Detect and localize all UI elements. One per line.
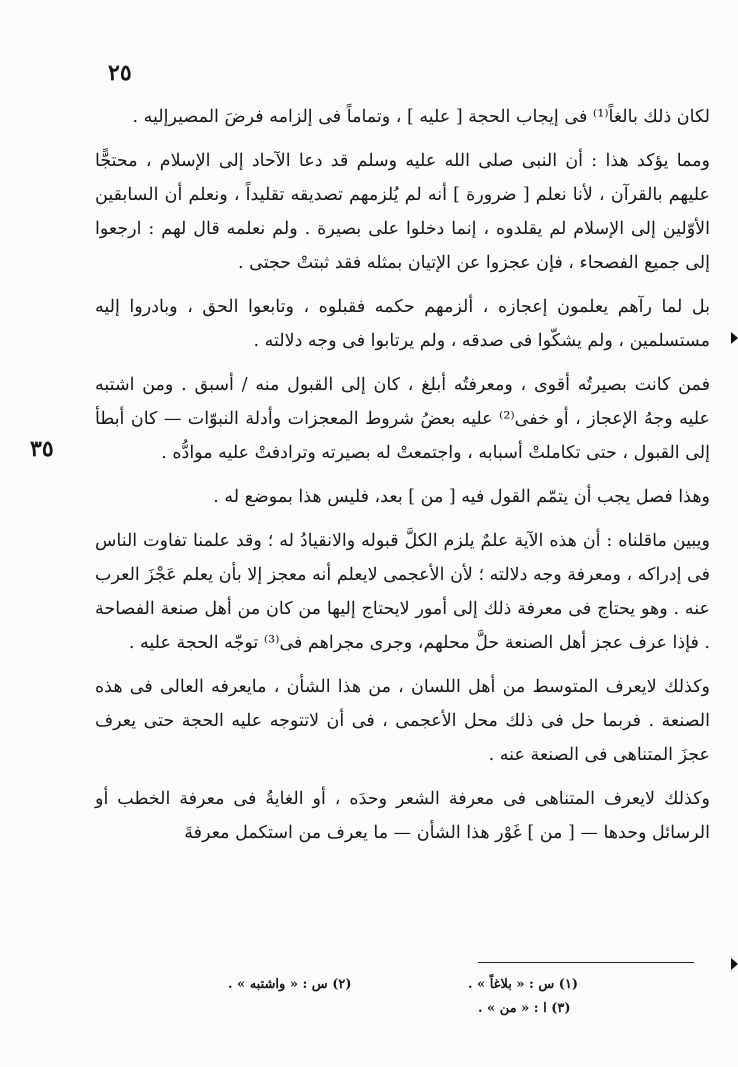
- paragraph: ويبين ماقلناه : أن هذه الآية علمٌ يلزم الكلَّ قبوله والانقيادُ له ؛ وقد علمنا تفاوت الناس فى إدراكه ، ومعرفة وجه دلالته ؛ لأن الأعجمى لايعلم أنه معجز إلا بأن يعلم عَجْزَ العرب عنه . وهو يحتاج فى معرفة ذلك إلى أمور لايحتاج إليها من كان من أهل صنعة الفصاحة . فإذا عرف عجز أهل الصنعة حلَّ محلهم، وجرى مجراهم فى⁽³⁾ توجّه الحجة عليه .: [95, 531, 710, 653]
- paragraph: وكذلك لايعرف المتناهى فى معرفة الشعر وحدَه ، أو الغايةُ فى معرفة الخطب أو الرسائل وحدها — [ من ] غَوْر هذا الشأن — ما يعرف من استكمل معرفةَ: [95, 789, 710, 843]
- paragraph: لكان ذلك بالغاً⁽¹⁾ فى إيجاب الحجة [ عليه ] ، وتماماً فى إلزامه فرضَ المصيرإليه .: [132, 107, 710, 127]
- page-number: ٢٥: [108, 60, 132, 86]
- footnote-1: (١) س : « بلاغاً » .: [468, 977, 579, 992]
- paragraph: فمن كانت بصيرتُه أقوى ، ومعرفتُه أبلغ ، كان إلى القبول منه / أسبق . ومن اشتبه عليه وجهُ الإعجاز ، أو خفى⁽²⁾ عليه بعضُ شروط المعجزات وأدلة النبوّات — كان أبطأ إلى القبول ، حتى تكاملتْ أسبابه ، واجتمعتْ له بصيرته وترادفتْ عليه موادُّه .: [95, 375, 710, 463]
- scan-edge-mark: [731, 958, 738, 970]
- margin-page-marker: ٣٥: [30, 436, 54, 462]
- paragraph: بل لما رآهم يعلمون إعجازه ، ألزمهم حكمه فقبلوه ، وتابعوا الحق ، وبادروا إليه مستسلمين ، ولم يشكّوا فى صدقه ، ولم يرتابوا فى وجه دلالته .: [95, 297, 710, 351]
- paragraph: وكذلك لايعرف المتوسط من أهل اللسان ، من هذا الشأن ، مايعرفه العالى فى هذه الصنعة . فربما حل فى ذلك محل الأعجمى ، فى أن لاتتوجه عليه الحجة حتى يعرف عجزَ المتناهى فى الصنعة عنه .: [95, 677, 710, 765]
- paragraph: وهذا فصل يجب أن يتمّم القول فيه [ من ] بعد، فليس هذا بموضع له .: [213, 487, 710, 507]
- paragraph: ومما يؤكد هذا : أن النبى صلى الله عليه وسلم قد دعا الآحاد إلى الإسلام ، محتجًّا عليهم بالقرآن ، لأنا نعلم [ ضرورة ] أنه لم يُلزمهم تصديقه تقليداً ، ونعلم أن السابقين الأوّلين إلى الإسلام لم يقلدوه ، إنما دخلوا على بصيرة . ولم نعلمه قال لهم : ارجعوا إلى جميع الفصحاء ، فإن عجزوا عن الإتيان بمثله فقد ثبتتْ حجتى .: [95, 151, 710, 273]
- footnote-divider: [478, 962, 694, 963]
- footnote-3: (٣) ا : « من » .: [478, 1001, 571, 1016]
- footnote-2: (٢) س : « واشتبه » .: [228, 977, 352, 992]
- body-text: [95, 100, 710, 850]
- scan-edge-mark: [731, 332, 738, 344]
